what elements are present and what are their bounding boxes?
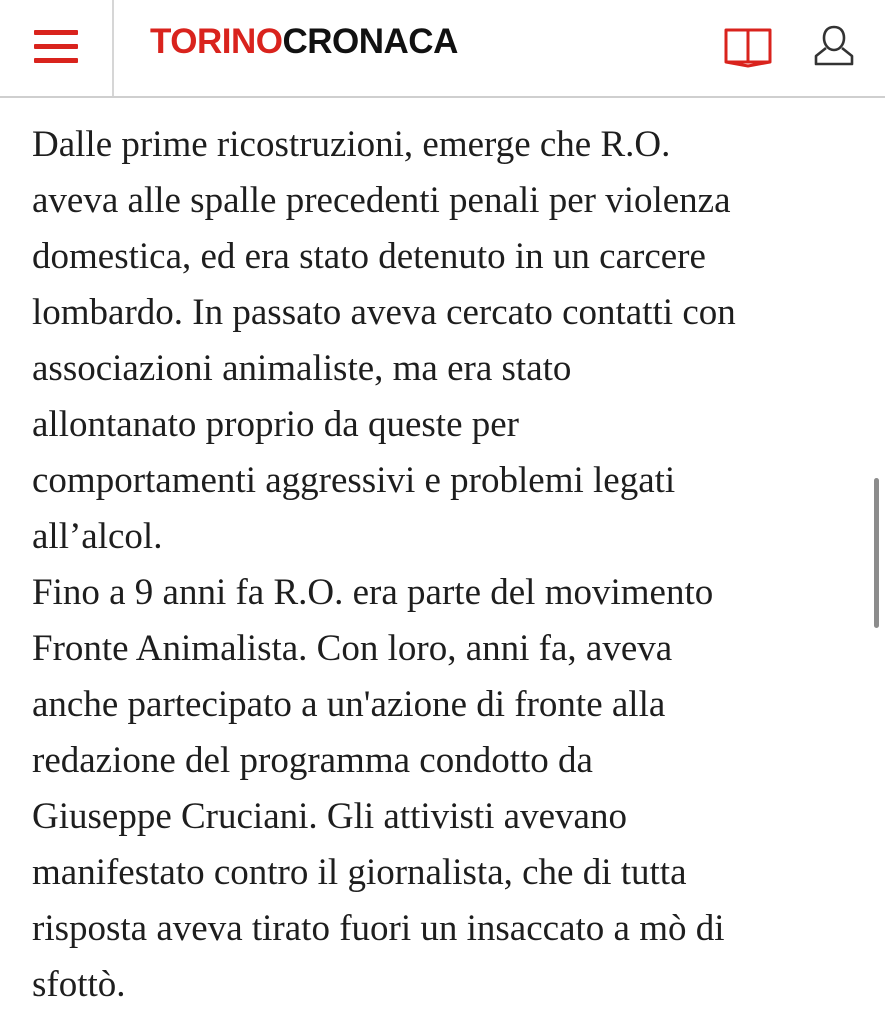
logo-cronaca: CRONACA xyxy=(282,22,458,61)
site-logo[interactable] xyxy=(150,22,458,62)
open-book-icon[interactable] xyxy=(722,22,774,70)
article-line: all’alcol. xyxy=(32,516,163,557)
site-header xyxy=(0,0,885,98)
article-line: allontanato proprio da queste per xyxy=(32,404,519,445)
logo-torino: TORINO xyxy=(150,22,283,61)
article-line: redazione del programma condotto da xyxy=(32,740,593,781)
article-line: anche partecipato a un'azione di fronte alla xyxy=(32,684,666,725)
article-line: sfottò. xyxy=(32,964,126,1005)
article-line: lombardo. In passato aveva cercato contatti con xyxy=(32,292,736,333)
vertical-scrollbar[interactable] xyxy=(874,478,879,628)
article-line: domestica, ed era stato detenuto in un carcere xyxy=(32,236,706,277)
menu-bar xyxy=(34,58,78,63)
menu-bar xyxy=(34,44,78,49)
user-account-icon[interactable] xyxy=(808,22,860,70)
article-line: Dalle prime ricostruzioni, emerge che R.O. xyxy=(32,124,671,165)
article-line: manifestato contro il giornalista, che di tutta xyxy=(32,852,687,893)
article-body xyxy=(32,117,862,1013)
article-line: risposta aveva tirato fuori un insaccato a mò di xyxy=(32,908,725,949)
header-divider xyxy=(112,0,114,96)
article-line: comportamenti aggressivi e problemi legati xyxy=(32,460,676,501)
hamburger-menu-icon[interactable] xyxy=(28,24,82,70)
article-line: Giuseppe Cruciani. Gli attivisti avevano xyxy=(32,796,627,837)
article-line: aveva alle spalle precedenti penali per violenza xyxy=(32,180,731,221)
article-line: associazioni animaliste, ma era stato xyxy=(32,348,572,389)
article-line: Fronte Animalista. Con loro, anni fa, aveva xyxy=(32,628,673,669)
menu-bar xyxy=(34,30,78,35)
article-line: Fino a 9 anni fa R.O. era parte del movimento xyxy=(32,572,714,613)
